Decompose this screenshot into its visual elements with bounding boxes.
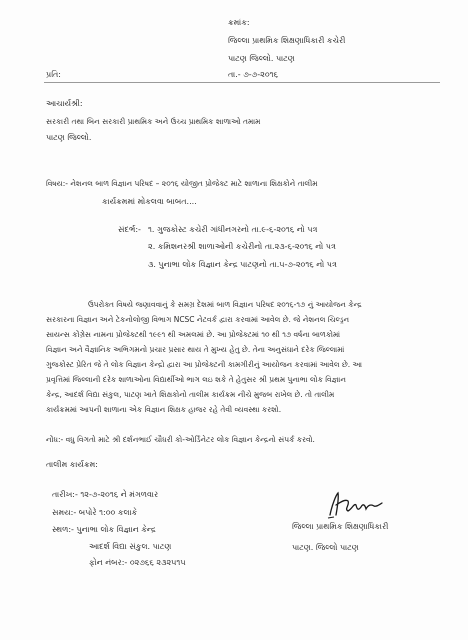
training-phone: ફોન નંબર:- ૦૨૭૬૬ ૨૩૨૫૧૫ [89,558,186,567]
reference-item: ૧. ગુજકોસ્ટ કચેરી ગાંધીનગરનો તા.૯-૬-૨૦૧૬ નો પત્ર [148,225,318,234]
reference-label: સંદર્ભ:- [118,225,141,234]
office-place: પાટણ જિલ્લો. પાટણ [228,54,295,63]
subject-line-2: કાર્યક્રમમાં મોકલવા બાબત.... [102,197,197,206]
training-heading: તાલીમ કાર્યક્રમ: [46,460,98,469]
training-date: તારીખ:- ૧૨-૭-૨૦૧૬ ને મંગળવાર [52,490,159,499]
reference-item: ૨. કમિશનરશ્રી શાળાઓની કચેરીનો તા.૨૩-૬-૨૦૧૬ નો પત્ર [148,242,336,251]
body-line: કાર્યક્રમમાં આપની શાળાના એક વિજ્ઞાન શિક્ષક હાજર રહે તેવી વ્યવસ્થા કરશો. [46,405,282,414]
body-line: સાયન્સ કોંગ્રેસ નામના પ્રોજેક્ટથી ૧૯૯૧ થી અમલમાં છે. આ પ્રોજેક્ટમાં ૧૦ થી ૧૭ વર્ષના બાળકોમાં [46,330,341,339]
training-time: સમય:- બપોરે ૧:૦૦ કલાકે [52,508,138,517]
reference-item: ૩. પુનાભા લોક વિજ્ઞાન કેન્દ્ર પાટણનો તા.૫-૭-૨૦૧૬ નો પત્ર [148,260,337,269]
training-venue-2: આદર્શ વિદ્યા સંકુલ. પાટણ [89,542,172,551]
to-label: પ્રતિ: [46,70,61,79]
signatory-place: પાટણ. જિલ્લો પાટણ [292,543,359,552]
officer-signature [324,487,384,521]
note-line: નોંધ:- વધુ વિગતો માટે શ્રી દર્શનભાઈ ચૌધરી કો-ઓર્ડિનેટર લોક વિજ્ઞાન કેન્દ્રનો સંપર્ક કરવો. [46,435,315,444]
signatory-title: જિલ્લા પ્રાથમિક શિક્ષણાધિકારી [292,522,389,531]
training-venue: સ્થળ:- પુનાભા લોક વિજ્ઞાન કેન્દ્ર [52,525,156,534]
addressee-line-2: પાટણ જિલ્લો. [46,133,92,142]
body-line: ઉપરોક્ત વિષયે જણાવવાનું કે સમગ્ર દેશમાં બાળ વિજ્ઞાન પરિષદ ૨૦૧૬-૧૭ નું આયોજન કેન્દ્ર [88,300,362,309]
salutation: આચાર્યશ્રી: [46,99,83,108]
number-label: ક્રમાંક: [228,18,250,27]
office-name: જિલ્લા પ્રાથમિક શિક્ષણાધિકારી કચેરી [228,36,346,45]
body-line: કેન્દ્ર, આદર્શ વિદ્યા સંકુલ, પાટણ ખાતે શિક્ષકોનો તાલીમ કાર્યક્રમ નીચે મુજબ રાખેલ છે. તો તાલીમ [46,390,335,399]
body-line: પ્રવૃત્તિમાં જિલ્લાની દરેક શાળાઓના વિદ્યાર્થીઓ ભાગ લઇ શકે તે હેતુસર શ્રી પ્રથમ પુનાભા લોક વિજ્ઞાન [46,375,346,384]
addressee-line-1: સરકારી તથા બિન સરકારી પ્રાથમિક અને ઉચ્ચ પ્રાથમિક શાળાઓ તમામ [46,117,261,126]
body-line: સરકારના વિજ્ઞાન અને ટેકનોલોજી વિભાગ NCSC નેટવર્ક દ્વારા કરવામાં આવેલ છે. જે નેશનલ ચિલ્ડ્રન [46,315,350,324]
subject-line-1: વિષય:- નેશનલ બાળ વિજ્ઞાન પરિષદ – ૨૦૧૬ યોજીત પ્રોજેક્ટ માટે શાળાના શિક્ષકોને તાલીમ [46,179,318,188]
header-divider [44,82,440,83]
body-line: વિજ્ઞાન અને વૈજ્ઞાનિક અભિગમનો પ્રચાર પ્રસાર થાય તે મુખ્ય હેતુ છે. તેના અનુસંધાને દરેક જિલ્લામાં [46,345,345,354]
letter-date: તા.- ૭-૭-૨૦૧૬ [228,70,279,79]
body-line: ગુજકોસ્ટ પ્રેરિત જે તે લોક વિજ્ઞાન કેન્દ્રો દ્વારા આ પ્રોજેક્ટની કામગીરીનું આયોજન કરવામાં આવેલ છે. આ [46,360,363,369]
